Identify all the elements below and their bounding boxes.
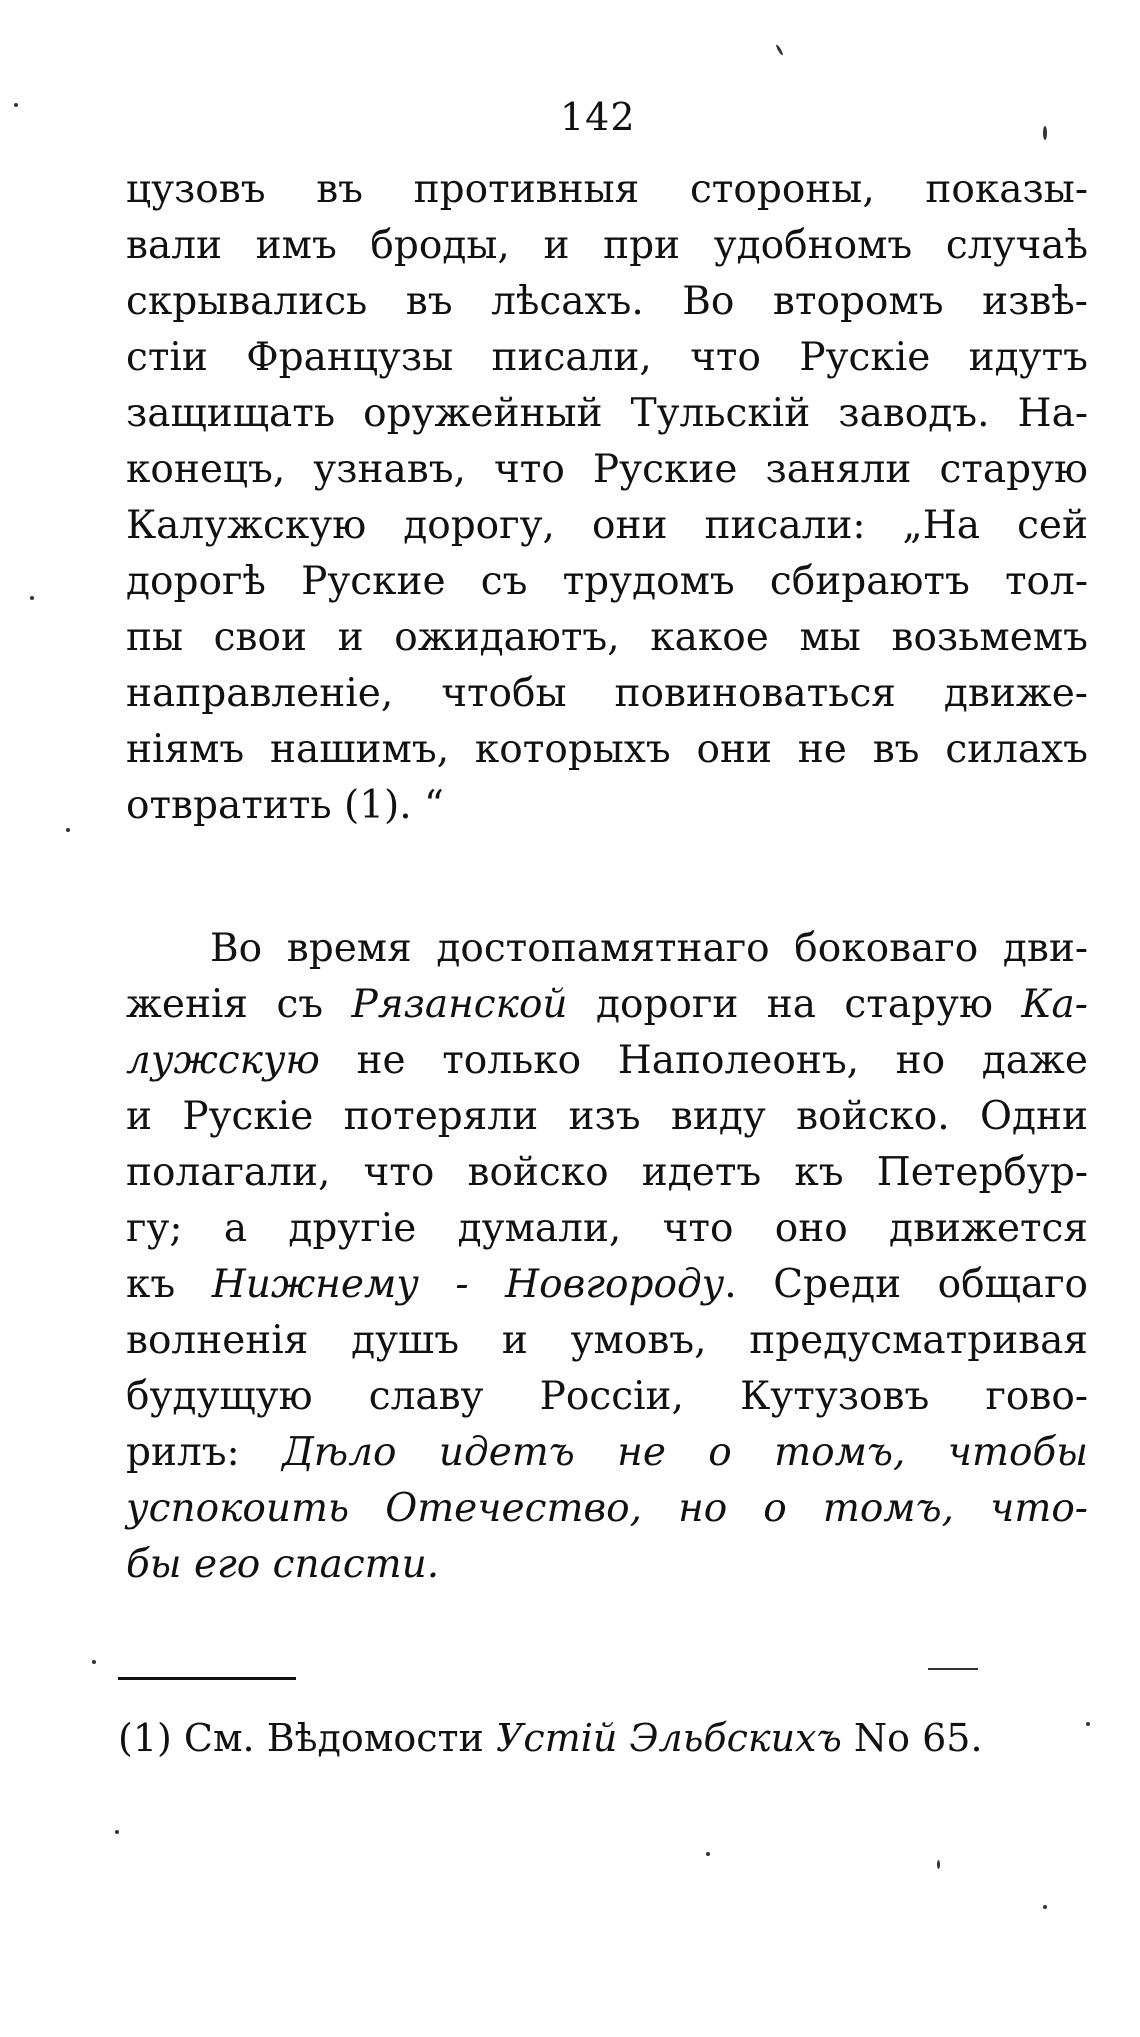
italic-place-name: лужскую — [126, 1038, 320, 1083]
scan-speck — [937, 1860, 940, 1869]
scan-speck — [30, 596, 34, 600]
italic-place-name: Рязанской — [351, 982, 568, 1027]
text-span: . Среди общаго — [724, 1262, 1089, 1307]
scan-speck — [92, 1660, 96, 1664]
text-line: Во время достопамятнаго боковаго дви- — [210, 926, 1088, 971]
page-number: 142 — [560, 95, 636, 139]
scan-speck — [66, 828, 70, 832]
italic-quote-line: бы его спасти. — [126, 1542, 440, 1587]
text-line: конецъ, узнавъ, что Руские заняли старую — [126, 447, 1088, 492]
text-line: стіи Французы писали, что Рускіе идутъ — [126, 335, 1088, 380]
italic-place-name: Ка- — [1021, 982, 1088, 1027]
scan-speck — [706, 1852, 710, 1856]
text-line: волненія душъ и умовъ, предусматривая — [126, 1318, 1088, 1363]
text-line: полагали, что войско идетъ къ Петербур- — [126, 1150, 1088, 1195]
text-line: и Рускіе потеряли изъ виду войско. Одни — [126, 1094, 1088, 1139]
italic-place-name: Нижнему - Новгороду — [211, 1262, 725, 1307]
footnote-text: (1) См. Вѣдомости — [118, 1716, 496, 1760]
scan-speck — [115, 1830, 119, 1834]
text-line: скрывались въ лѣсахъ. Во второмъ извѣ- — [126, 279, 1088, 324]
italic-quote: Дѣло идетъ не о томъ, чтобы — [282, 1430, 1089, 1475]
text-line: ніямъ нашимъ, которыхъ они не въ силахъ — [126, 727, 1088, 772]
scan-speck — [1043, 126, 1047, 140]
scan-speck — [928, 1668, 978, 1670]
text-line: направленіе, чтобы повиноваться движе- — [126, 671, 1088, 716]
footnote-rule — [118, 1677, 296, 1680]
italic-quote-line: успокоить Отечество, но о томъ, что- — [126, 1486, 1088, 1531]
text-line — [126, 980, 1088, 1030]
text-line: пы свои и ожидаютъ, какое мы возьмемъ — [126, 615, 1088, 660]
text-line — [126, 1260, 1088, 1310]
scan-speck — [1086, 1722, 1090, 1726]
text-line: дорогѣ Руские съ трудомъ сбираютъ тол- — [126, 559, 1088, 604]
text-line: Калужскую дорогу, они писали: „На сей — [126, 503, 1088, 548]
text-span: не только Наполеонъ, но даже — [319, 1038, 1088, 1083]
footnote-italic: Устій Эльбскихъ — [495, 1716, 842, 1760]
text-line: гу; а другіе думали, что оно движется — [126, 1206, 1088, 1251]
text-line — [126, 1428, 1088, 1478]
scan-speck — [14, 103, 18, 107]
text-span: рилъ: — [126, 1430, 283, 1475]
text-span: женія съ — [126, 982, 352, 1027]
footnote — [118, 1713, 983, 1763]
text-line — [126, 1036, 1088, 1086]
text-line: будущую славу Россіи, Кутузовъ гово- — [126, 1374, 1088, 1419]
text-line: защищать оружейный Тульскій заводъ. На- — [126, 391, 1088, 436]
footnote-text: No 65. — [841, 1716, 983, 1760]
text-line: вали имъ броды, и при удобномъ случаѣ — [126, 223, 1088, 268]
text-line: отвратить (1). “ — [126, 783, 444, 828]
scan-speck — [775, 44, 784, 56]
text-line: цузовъ въ противныя стороны, показы- — [126, 167, 1088, 212]
scan-speck — [1043, 1905, 1047, 1909]
text-span: къ — [126, 1262, 212, 1307]
text-span: дороги на старую — [567, 982, 1022, 1027]
